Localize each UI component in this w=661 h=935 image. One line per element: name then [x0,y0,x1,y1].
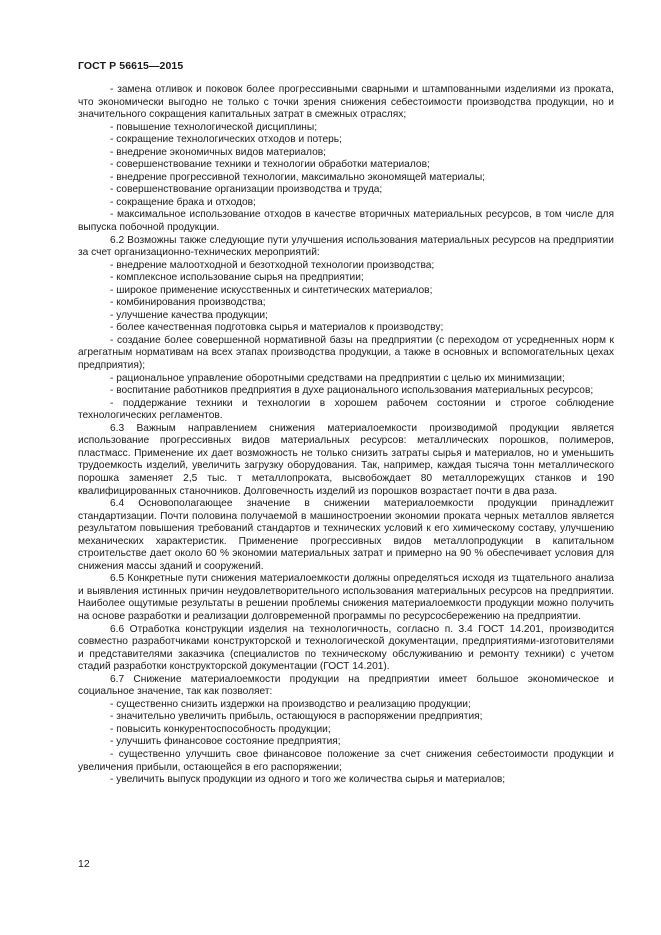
list-item: - широкое применение искусственных и синтетических материалов; [110,284,433,296]
list-item: - рациональное управление оборотными средствами на предприятии с целью их минимизации; [110,372,565,384]
list-item: - значительно увеличить прибыль, остающуюся в распоряжении предприятия; [110,711,483,723]
list-item: - поддержание техники и технологии в хорошем рабочем состоянии и строгое соблюдение технологических регламентов. [78,397,614,422]
list-item: - максимальное использование отходов в качестве вторичных материальных ресурсов, в том числе для выпуска побочной продукции. [78,209,614,234]
list-item: - повысить конкурентоспособность продукции; [110,723,331,735]
list-item: - совершенствование организации производства и труда; [110,184,383,196]
list-item: - внедрение малоотходной и безотходной технологии производства; [110,259,435,271]
section-6-4-paragraph: 6.4 Основополагающее значение в снижении материалоемкости продукции принадлежит стандартизации. Почти половина получаемой в машиностроении экономии проката черных металлов является результатом повышения требований стандартов и технических условий к его химическому составу, улучшению механических характеристик. Применение прогрессивных видов металлопродукции в капитальном строительстве дает около 60 % экономии материальных затрат и примерно на 90 % обеспечивает условия для снижения массы зданий и сооружений. [78,498,614,572]
document-header-code: ГОСТ Р 56615—2015 [78,60,184,72]
list-item: - сокращение технологических отходов и потерь; [110,134,342,146]
section-6-5-paragraph: 6.5 Конкретные пути снижения материалоемкости должны определяться исходя из тщательного анализа и выявления истинных причин неудовлетворительного использования материальных ресурсов на предприятии. Наиболее ощутимые результаты в решении проблемы снижения материалоемкости продукции можно получить на основе разработки и реализации долговременной программы по ресурсосбережению на предприятии. [78,573,614,622]
list-item: - сокращение брака и отходов; [110,196,256,208]
list-item: - улучшение качества продукции; [110,309,268,321]
section-6-7-paragraph: 6.7 Снижение материалоемкости продукции на предприятии имеет большое экономическое и социальное значение, так как позволяет: [78,673,614,698]
list-item: - внедрение прогрессивной технологии, максимально экономящей материалы; [110,171,485,183]
page-number: 12 [78,858,90,870]
list-item: - улучшить финансовое состояние предприятия; [110,736,341,748]
list-item: - внедрение экономичных видов материалов; [110,146,327,158]
list-item: - комплексное использование сырья на предприятии; [110,272,364,284]
paragraph: - замена отливок и поковок более прогрессивными сварными и штампованными изделиями из проката, что экономически выгодно не только с точки зрения снижения себестоимости производства продукции, но и значительного сокращения капитальных затрат в смежных отраслях; [78,84,614,121]
list-item: - повышение технологической дисциплины; [110,121,318,133]
section-6-6-paragraph: 6.6 Отработка конструкции изделия на технологичность, согласно п. 3.4 ГОСТ 14.201, производится совместно разработчиками конструкторской и технологической документации, предприятиями-изготовителями и представителями заказчика (специалистов по техническому обслуживанию и ремонту техники) с учетом стадий разработки конструкторской документации (ГОСТ 14.201). [78,623,614,673]
list-item: - существенно улучшить свое финансовое положение за счет снижения себестоимости продукции и увеличения прибыли, остающейся в его распоряжении; [78,748,614,773]
section-6-3-paragraph: 6.3 Важным направлением снижения материалоемкости производимой продукции является использование прогрессивных видов материальных ресурсов: металлических порошков, полимеров, пластмасс. Применение их дает возможность не только снизить затраты сырья и материалов, но и уменьшить трудоемкость изделий, увеличить загрузку оборудования. Так, например, каждая тысяча тонн металлического порошка заменяет 2,5 тыс. т металлопроката, высвобождает 80 металлорежущих станков и 190 квалифицированных станочников. Долговечность изделий из порошков возрастает почти в два раза. [78,422,614,497]
list-item: - более качественная подготовка сырья и материалов к производству; [110,322,444,334]
list-item: - комбинирования производства; [110,297,266,309]
list-item: - создание более совершенной нормативной базы на предприятии (с переходом от усредненных норм к агрегатным нормативам на всех этапах производства продукции, а также в основных и вспомогательных цехах предприятия); [78,334,614,372]
section-6-2-paragraph: 6.2 Возможны также следующие пути улучшения использования материальных ресурсов на предприятии за счет организационно-технических мероприятий: [78,234,614,259]
list-item: - существенно снизить издержки на производство и реализацию продукции; [110,698,471,710]
list-item: - совершенствование техники и технологии обработки материалов; [110,159,430,171]
list-item: - воспитание работников предприятия в духе рационального использования материальных ресурсов; [110,385,594,397]
list-item: - увеличить выпуск продукции из одного и того же количества сырья и материалов; [110,774,506,786]
document-body [78,84,614,787]
